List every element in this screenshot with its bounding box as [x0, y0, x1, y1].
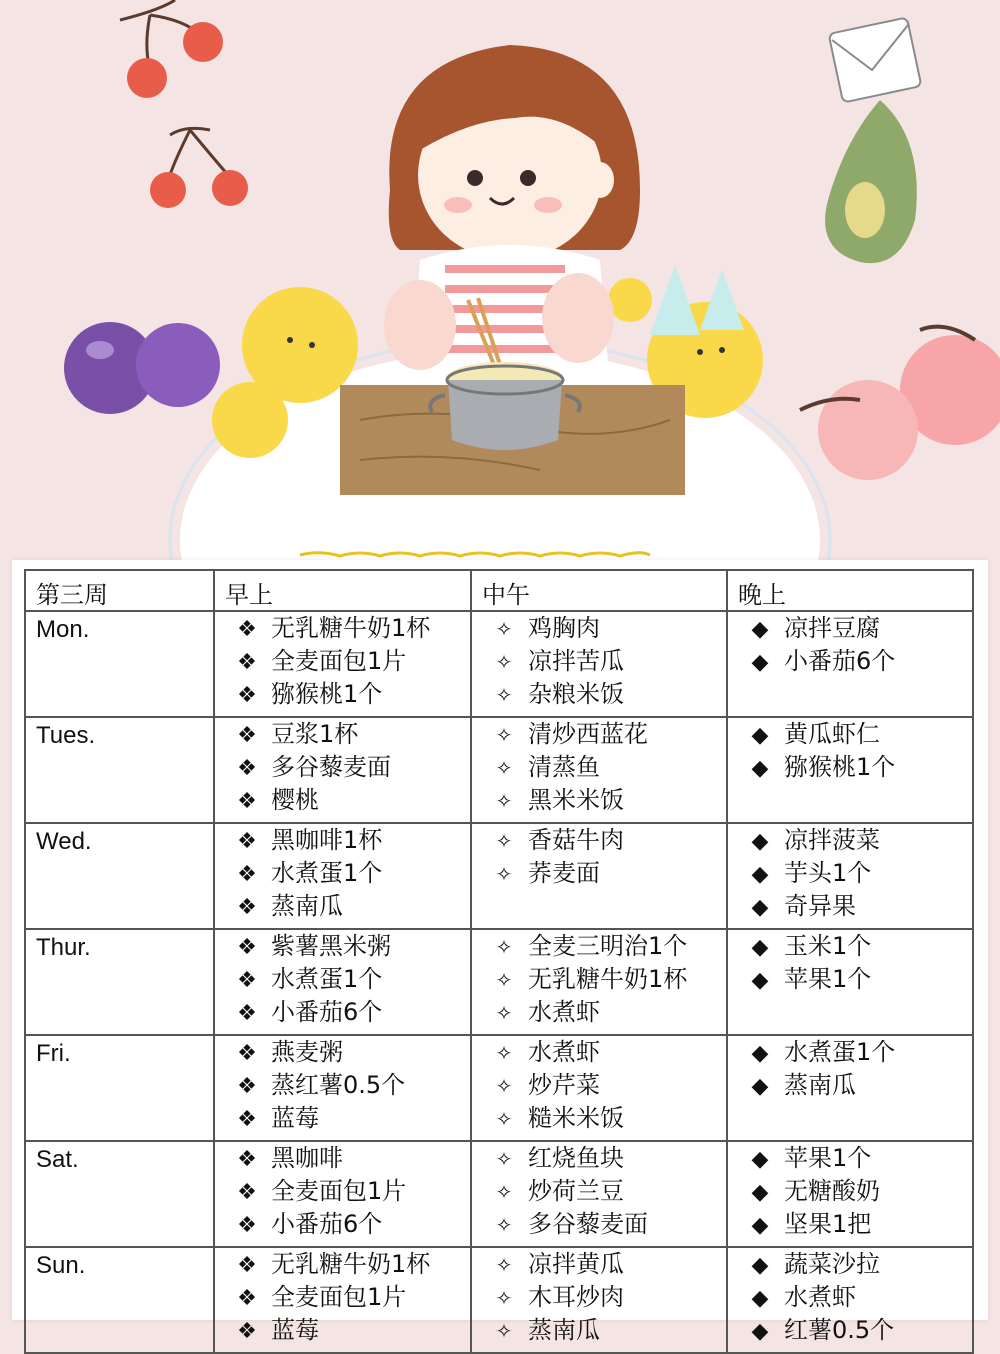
morning-list — [215, 612, 470, 711]
noon-bullet-icon: ✧ — [495, 617, 513, 641]
morning-cell — [214, 823, 471, 929]
evening-bullet-icon: ◆ — [751, 935, 769, 960]
food-item: 小番茄6个 — [271, 998, 383, 1026]
food-item: 蒸南瓜 — [528, 1316, 600, 1344]
morning-bullet-icon: ❖ — [237, 829, 257, 854]
list-item — [215, 1069, 470, 1102]
list-item — [215, 1175, 470, 1208]
day-cell: Tues. — [25, 717, 214, 823]
girl-figure — [384, 45, 640, 390]
food-item: 香菇牛肉 — [528, 826, 624, 854]
list-item — [728, 1281, 972, 1314]
list-item — [215, 930, 470, 963]
noon-list — [472, 1036, 726, 1135]
noon-cell — [471, 717, 727, 823]
table-row — [25, 823, 973, 929]
food-item: 水煮蛋1个 — [271, 859, 383, 887]
list-item — [472, 1314, 726, 1347]
morning-list — [215, 1248, 470, 1347]
morning-list — [215, 824, 470, 923]
list-item — [728, 645, 972, 678]
list-item — [472, 645, 726, 678]
noon-bullet-icon: ✧ — [495, 1180, 513, 1204]
noon-bullet-icon: ✧ — [495, 935, 513, 959]
food-item: 坚果1把 — [784, 1210, 872, 1238]
list-item — [472, 718, 726, 751]
food-item: 樱桃 — [271, 786, 319, 814]
table-row — [25, 1247, 973, 1353]
food-item: 红烧鱼块 — [528, 1144, 624, 1172]
food-item: 凉拌豆腐 — [784, 614, 880, 642]
evening-bullet-icon: ◆ — [751, 1074, 769, 1099]
food-item: 凉拌菠菜 — [784, 826, 880, 854]
noon-bullet-icon: ✧ — [495, 1001, 513, 1025]
morning-list — [215, 718, 470, 817]
noon-cell — [471, 823, 727, 929]
noon-bullet-icon: ✧ — [495, 683, 513, 707]
noon-cell — [471, 929, 727, 1035]
noon-bullet-icon: ✧ — [495, 829, 513, 853]
noon-bullet-icon: ✧ — [495, 650, 513, 674]
list-item — [215, 612, 470, 645]
evening-bullet-icon: ◆ — [751, 968, 769, 993]
table-row — [25, 1035, 973, 1141]
evening-list — [728, 930, 972, 996]
table-row — [25, 717, 973, 823]
cherries-icon — [120, 0, 248, 208]
list-item — [472, 1142, 726, 1175]
morning-cell — [214, 1141, 471, 1247]
food-item: 无乳糖牛奶1杯 — [528, 965, 688, 993]
food-item: 水煮蛋1个 — [784, 1038, 896, 1066]
evening-bullet-icon: ◆ — [751, 1253, 769, 1278]
header-noon: 中午 — [471, 570, 727, 611]
evening-cell — [727, 611, 973, 717]
morning-bullet-icon: ❖ — [237, 789, 257, 814]
morning-bullet-icon: ❖ — [237, 895, 257, 920]
morning-bullet-icon: ❖ — [237, 1213, 257, 1238]
food-item: 炒荷兰豆 — [528, 1177, 624, 1205]
list-item — [472, 751, 726, 784]
noon-bullet-icon: ✧ — [495, 1074, 513, 1098]
morning-list — [215, 930, 470, 1029]
list-item — [215, 824, 470, 857]
evening-bullet-icon: ◆ — [751, 829, 769, 854]
morning-bullet-icon: ❖ — [237, 862, 257, 887]
table-row — [25, 1141, 973, 1247]
evening-list — [728, 612, 972, 678]
evening-list — [728, 824, 972, 923]
table-row — [25, 611, 973, 717]
list-item — [728, 1314, 972, 1347]
food-item: 多谷藜麦面 — [528, 1210, 648, 1238]
noon-bullet-icon: ✧ — [495, 1147, 513, 1171]
noon-cell — [471, 1035, 727, 1141]
evening-bullet-icon: ◆ — [751, 862, 769, 887]
evening-cell — [727, 823, 973, 929]
morning-bullet-icon: ❖ — [237, 1001, 257, 1026]
noon-bullet-icon: ✧ — [495, 723, 513, 747]
list-item — [215, 751, 470, 784]
food-item: 木耳炒肉 — [528, 1283, 624, 1311]
list-item — [728, 857, 972, 890]
food-item: 蔬菜沙拉 — [784, 1250, 880, 1278]
food-item: 猕猴桃1个 — [784, 753, 896, 781]
morning-bullet-icon: ❖ — [237, 1041, 257, 1066]
food-item: 全麦面包1片 — [271, 1177, 407, 1205]
evening-bullet-icon: ◆ — [751, 756, 769, 781]
food-item: 紫薯黑米粥 — [271, 932, 391, 960]
food-item: 多谷藜麦面 — [271, 753, 391, 781]
food-item: 猕猴桃1个 — [271, 680, 383, 708]
noon-bullet-icon: ✧ — [495, 1107, 513, 1131]
list-item — [215, 718, 470, 751]
food-item: 水煮虾 — [528, 998, 600, 1026]
morning-cell — [214, 611, 471, 717]
food-item: 燕麦粥 — [271, 1038, 343, 1066]
noon-list — [472, 824, 726, 890]
header-morning: 早上 — [214, 570, 471, 611]
evening-bullet-icon: ◆ — [751, 1319, 769, 1344]
list-item — [472, 1036, 726, 1069]
food-item: 全麦三明治1个 — [528, 932, 688, 960]
food-item: 蓝莓 — [271, 1104, 319, 1132]
noon-bullet-icon: ✧ — [495, 862, 513, 886]
list-item — [472, 784, 726, 817]
evening-cell — [727, 929, 973, 1035]
list-item — [728, 824, 972, 857]
food-item: 无乳糖牛奶1杯 — [271, 1250, 431, 1278]
food-item: 苹果1个 — [784, 1144, 872, 1172]
cooking-girl-illustration — [0, 0, 1000, 560]
list-item — [472, 1281, 726, 1314]
list-item — [215, 1036, 470, 1069]
food-item: 黑咖啡1杯 — [271, 826, 383, 854]
food-item: 凉拌黄瓜 — [528, 1250, 624, 1278]
food-item: 蒸红薯0.5个 — [271, 1071, 406, 1099]
morning-cell — [214, 717, 471, 823]
food-item: 芋头1个 — [784, 859, 872, 887]
list-item — [728, 890, 972, 923]
day-cell: Thur. — [25, 929, 214, 1035]
morning-bullet-icon: ❖ — [237, 1253, 257, 1278]
food-item: 黄瓜虾仁 — [784, 720, 880, 748]
food-item: 凉拌苦瓜 — [528, 647, 624, 675]
food-item: 全麦面包1片 — [271, 1283, 407, 1311]
food-item: 苹果1个 — [784, 965, 872, 993]
table-row — [25, 929, 973, 1035]
noon-bullet-icon: ✧ — [495, 1286, 513, 1310]
food-item: 蓝莓 — [271, 1316, 319, 1344]
morning-bullet-icon: ❖ — [237, 1074, 257, 1099]
header-evening: 晚上 — [727, 570, 973, 611]
morning-bullet-icon: ❖ — [237, 650, 257, 675]
food-item: 荞麦面 — [528, 859, 600, 887]
morning-bullet-icon: ❖ — [237, 756, 257, 781]
list-item — [472, 1208, 726, 1241]
morning-bullet-icon: ❖ — [237, 935, 257, 960]
noon-list — [472, 612, 726, 711]
food-item: 全麦面包1片 — [271, 647, 407, 675]
morning-bullet-icon: ❖ — [237, 1147, 257, 1172]
avocado-icon — [825, 100, 917, 263]
noon-list — [472, 1248, 726, 1347]
list-item — [728, 751, 972, 784]
morning-list — [215, 1142, 470, 1241]
list-item — [472, 963, 726, 996]
noon-cell — [471, 1141, 727, 1247]
food-item: 蒸南瓜 — [784, 1071, 856, 1099]
evening-list — [728, 1036, 972, 1102]
noon-bullet-icon: ✧ — [495, 1041, 513, 1065]
noon-bullet-icon: ✧ — [495, 756, 513, 780]
morning-bullet-icon: ❖ — [237, 1107, 257, 1132]
list-item — [215, 890, 470, 923]
food-item: 清蒸鱼 — [528, 753, 600, 781]
list-item — [728, 1142, 972, 1175]
list-item — [472, 824, 726, 857]
food-item: 清炒西蓝花 — [528, 720, 648, 748]
peaches-icon — [800, 327, 1000, 480]
evening-list — [728, 718, 972, 784]
evening-bullet-icon: ◆ — [751, 650, 769, 675]
list-item — [728, 963, 972, 996]
list-item — [472, 1175, 726, 1208]
food-item: 小番茄6个 — [271, 1210, 383, 1238]
list-item — [215, 1248, 470, 1281]
header-week: 第三周 — [25, 570, 214, 611]
food-item: 黑米米饭 — [528, 786, 624, 814]
list-item — [728, 718, 972, 751]
food-item: 玉米1个 — [784, 932, 872, 960]
list-item — [215, 963, 470, 996]
evening-bullet-icon: ◆ — [751, 1147, 769, 1172]
food-item: 豆浆1杯 — [271, 720, 359, 748]
food-item: 蒸南瓜 — [271, 892, 343, 920]
list-item — [728, 1208, 972, 1241]
list-item — [215, 1208, 470, 1241]
pot-icon — [430, 362, 580, 450]
list-item — [728, 1036, 972, 1069]
list-item — [728, 1248, 972, 1281]
food-item: 水煮蛋1个 — [271, 965, 383, 993]
food-item: 奇异果 — [784, 892, 856, 920]
day-cell: Sun. — [25, 1247, 214, 1353]
list-item — [215, 996, 470, 1029]
morning-bullet-icon: ❖ — [237, 617, 257, 642]
evening-bullet-icon: ◆ — [751, 1180, 769, 1205]
day-cell: Fri. — [25, 1035, 214, 1141]
table-header-row — [25, 570, 973, 611]
list-item — [728, 1175, 972, 1208]
noon-list — [472, 1142, 726, 1241]
list-item — [215, 1142, 470, 1175]
list-item — [472, 930, 726, 963]
noon-cell — [471, 611, 727, 717]
food-item: 无糖酸奶 — [784, 1177, 880, 1205]
noon-bullet-icon: ✧ — [495, 1319, 513, 1343]
morning-cell — [214, 1247, 471, 1353]
noon-bullet-icon: ✧ — [495, 1253, 513, 1277]
noon-list — [472, 718, 726, 817]
food-item: 鸡胸肉 — [528, 614, 600, 642]
list-item — [472, 996, 726, 1029]
food-item: 炒芹菜 — [528, 1071, 600, 1099]
list-item — [215, 857, 470, 890]
day-cell: Wed. — [25, 823, 214, 929]
food-item: 水煮虾 — [528, 1038, 600, 1066]
evening-cell — [727, 1247, 973, 1353]
table-body — [25, 611, 973, 1353]
noon-bullet-icon: ✧ — [495, 789, 513, 813]
evening-list — [728, 1248, 972, 1347]
list-item — [728, 612, 972, 645]
noon-cell — [471, 1247, 727, 1353]
food-item: 水煮虾 — [784, 1283, 856, 1311]
list-item — [472, 678, 726, 711]
noon-list — [472, 930, 726, 1029]
morning-list — [215, 1036, 470, 1135]
list-item — [215, 1314, 470, 1347]
food-item: 糙米米饭 — [528, 1104, 624, 1132]
morning-bullet-icon: ❖ — [237, 968, 257, 993]
evening-bullet-icon: ◆ — [751, 1286, 769, 1311]
list-item — [215, 678, 470, 711]
evening-bullet-icon: ◆ — [751, 617, 769, 642]
food-item: 黑咖啡 — [271, 1144, 343, 1172]
evening-bullet-icon: ◆ — [751, 1041, 769, 1066]
evening-cell — [727, 717, 973, 823]
list-item — [215, 1102, 470, 1135]
morning-cell — [214, 929, 471, 1035]
meal-plan-sheet — [12, 560, 988, 1344]
morning-bullet-icon: ❖ — [237, 1180, 257, 1205]
food-item: 小番茄6个 — [784, 647, 896, 675]
noon-bullet-icon: ✧ — [495, 968, 513, 992]
list-item — [215, 645, 470, 678]
list-item — [728, 930, 972, 963]
morning-bullet-icon: ❖ — [237, 683, 257, 708]
morning-bullet-icon: ❖ — [237, 1319, 257, 1344]
morning-bullet-icon: ❖ — [237, 723, 257, 748]
evening-cell — [727, 1141, 973, 1247]
food-item: 红薯0.5个 — [784, 1316, 895, 1344]
list-item — [472, 612, 726, 645]
list-item — [215, 784, 470, 817]
list-item — [215, 1281, 470, 1314]
list-item — [472, 1102, 726, 1135]
food-item: 无乳糖牛奶1杯 — [271, 614, 431, 642]
list-item — [472, 1248, 726, 1281]
list-item — [472, 1069, 726, 1102]
morning-bullet-icon: ❖ — [237, 1286, 257, 1311]
list-item — [728, 1069, 972, 1102]
day-cell: Mon. — [25, 611, 214, 717]
day-cell: Sat. — [25, 1141, 214, 1247]
plums-icon — [64, 322, 220, 414]
evening-cell — [727, 1035, 973, 1141]
food-item: 杂粮米饭 — [528, 680, 624, 708]
evening-list — [728, 1142, 972, 1241]
meal-plan-table — [24, 569, 974, 1354]
evening-bullet-icon: ◆ — [751, 895, 769, 920]
noon-bullet-icon: ✧ — [495, 1213, 513, 1237]
evening-bullet-icon: ◆ — [751, 723, 769, 748]
envelope-icon — [829, 17, 922, 102]
list-item — [472, 857, 726, 890]
morning-cell — [214, 1035, 471, 1141]
evening-bullet-icon: ◆ — [751, 1213, 769, 1238]
